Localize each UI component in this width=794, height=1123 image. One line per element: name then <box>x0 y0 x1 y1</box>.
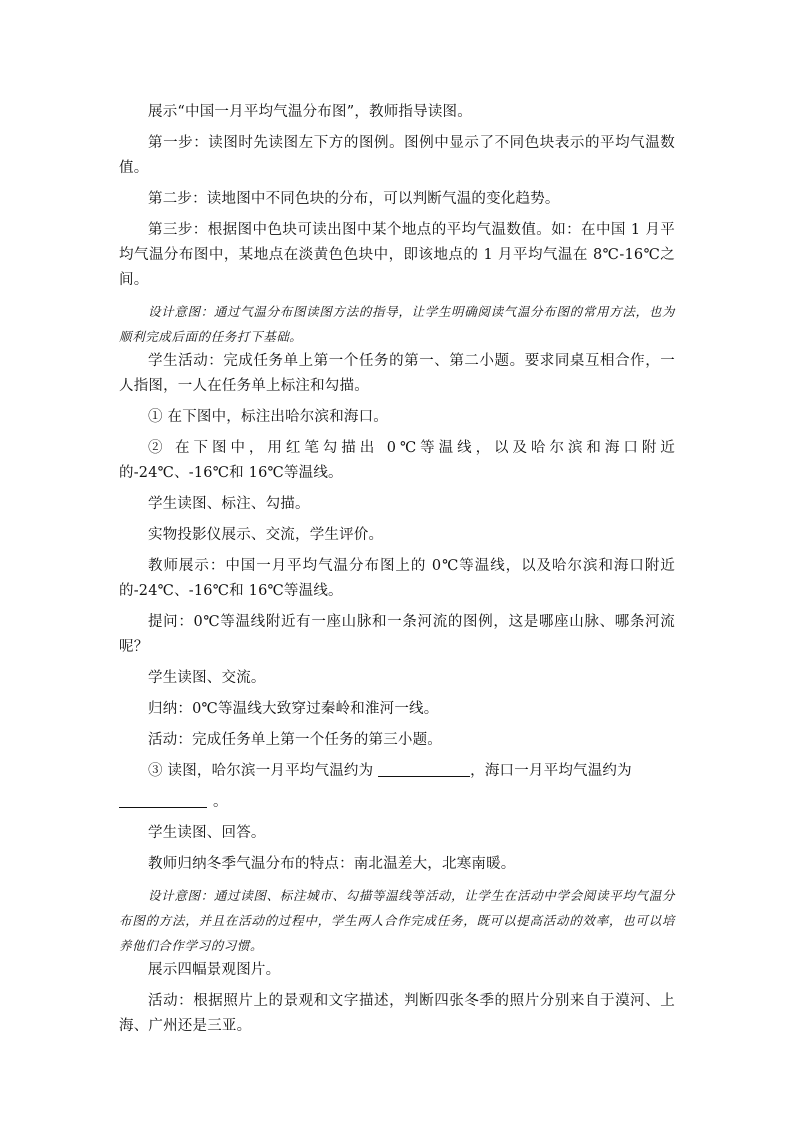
paragraph-teacher-show: 教师展示：中国一月平均气温分布图上的 0℃等温线，以及哈尔滨和海口附近的-24℃、-16℃和 16℃等温线。 <box>119 558 675 599</box>
document-body <box>119 100 675 1045</box>
paragraph-step3: 第三步：根据图中色块可读出图中某个地点的平均气温数值。如：在中国 1 月平均气温分布图中，某地点在淡黄色色块中，即该地点的 1 月平均气温在 8℃-16℃之间。 <box>119 222 675 288</box>
answer-blank-haikou[interactable] <box>119 791 207 808</box>
task-item-1: ① 在下图中，标注出哈尔滨和海口。 <box>148 409 389 425</box>
paragraph-show-pictures: 展示四幅景观图片。 <box>148 962 281 978</box>
paragraph-student-read: 学生读图、标注、勾描。 <box>148 496 310 512</box>
task-item-3-part2: ，海口一月平均气温约为 <box>470 763 632 779</box>
design-intent-note-2: 设计意图：通过读图、标注城市、勾描等温线等活动，让学生在活动中学会阅读平均气温分布图的方法，并且在活动的过程中，学生两人合作完成任务，既可以提高活动的效率，也可以培养他们合作学习的习惯。 <box>119 888 675 953</box>
paragraph-intro: 展示“中国一月平均气温分布图”，教师指导读图。 <box>148 104 472 120</box>
paragraph-activity: 活动：完成任务单上第一个任务的第三小题。 <box>148 732 442 748</box>
paragraph-winter-features: 教师归纳冬季气温分布的特点：南北温差大，北寒南暖。 <box>148 856 516 872</box>
paragraph-discuss: 学生读图、交流。 <box>148 670 266 686</box>
paragraph-final-activity: 活动：根据照片上的景观和文字描述，判断四张冬季的照片分别来自于漠河、上海、广州还是三亚。 <box>119 993 675 1034</box>
task-item-3 <box>119 759 675 784</box>
task-item-2: ② 在下图中，用红笔勾描出 0℃等温线，以及哈尔滨和海口附近的-24℃、-16℃和 16℃等温线。 <box>119 440 675 481</box>
paragraph-step1: 第一步：读图时先读图左下方的图例。图例中显示了不同色块表示的平均气温数值。 <box>119 135 675 176</box>
paragraph-summary: 归纳：0℃等温线大致穿过秦岭和淮河一线。 <box>148 701 439 717</box>
paragraph-student-answer: 学生读图、回答。 <box>148 825 266 841</box>
paragraph-student-activity: 学生活动：完成任务单上第一个任务的第一、第二小题。要求同桌互相合作，一人指图，一人在任务单上标注和勾描。 <box>119 353 675 394</box>
task-item-3-end: 。 <box>213 794 228 810</box>
task-item-3-part1: ③ 读图，哈尔滨一月平均气温约为 <box>148 763 374 779</box>
paragraph-question: 提问：0℃等温线附近有一座山脉和一条河流的图例，这是哪座山脉、哪条河流呢？ <box>119 614 675 655</box>
answer-blank-harbin[interactable] <box>378 760 470 777</box>
paragraph-projector: 实物投影仪展示、交流，学生评价。 <box>148 527 384 543</box>
task-item-3-continued <box>119 790 675 815</box>
design-intent-note-1: 设计意图：通过气温分布图读图方法的指导，让学生明确阅读气温分布图的常用方法，也为顺利完成后面的任务打下基础。 <box>119 304 675 344</box>
paragraph-step2: 第二步：读地图中不同色块的分布，可以判断气温的变化趋势。 <box>148 191 560 207</box>
